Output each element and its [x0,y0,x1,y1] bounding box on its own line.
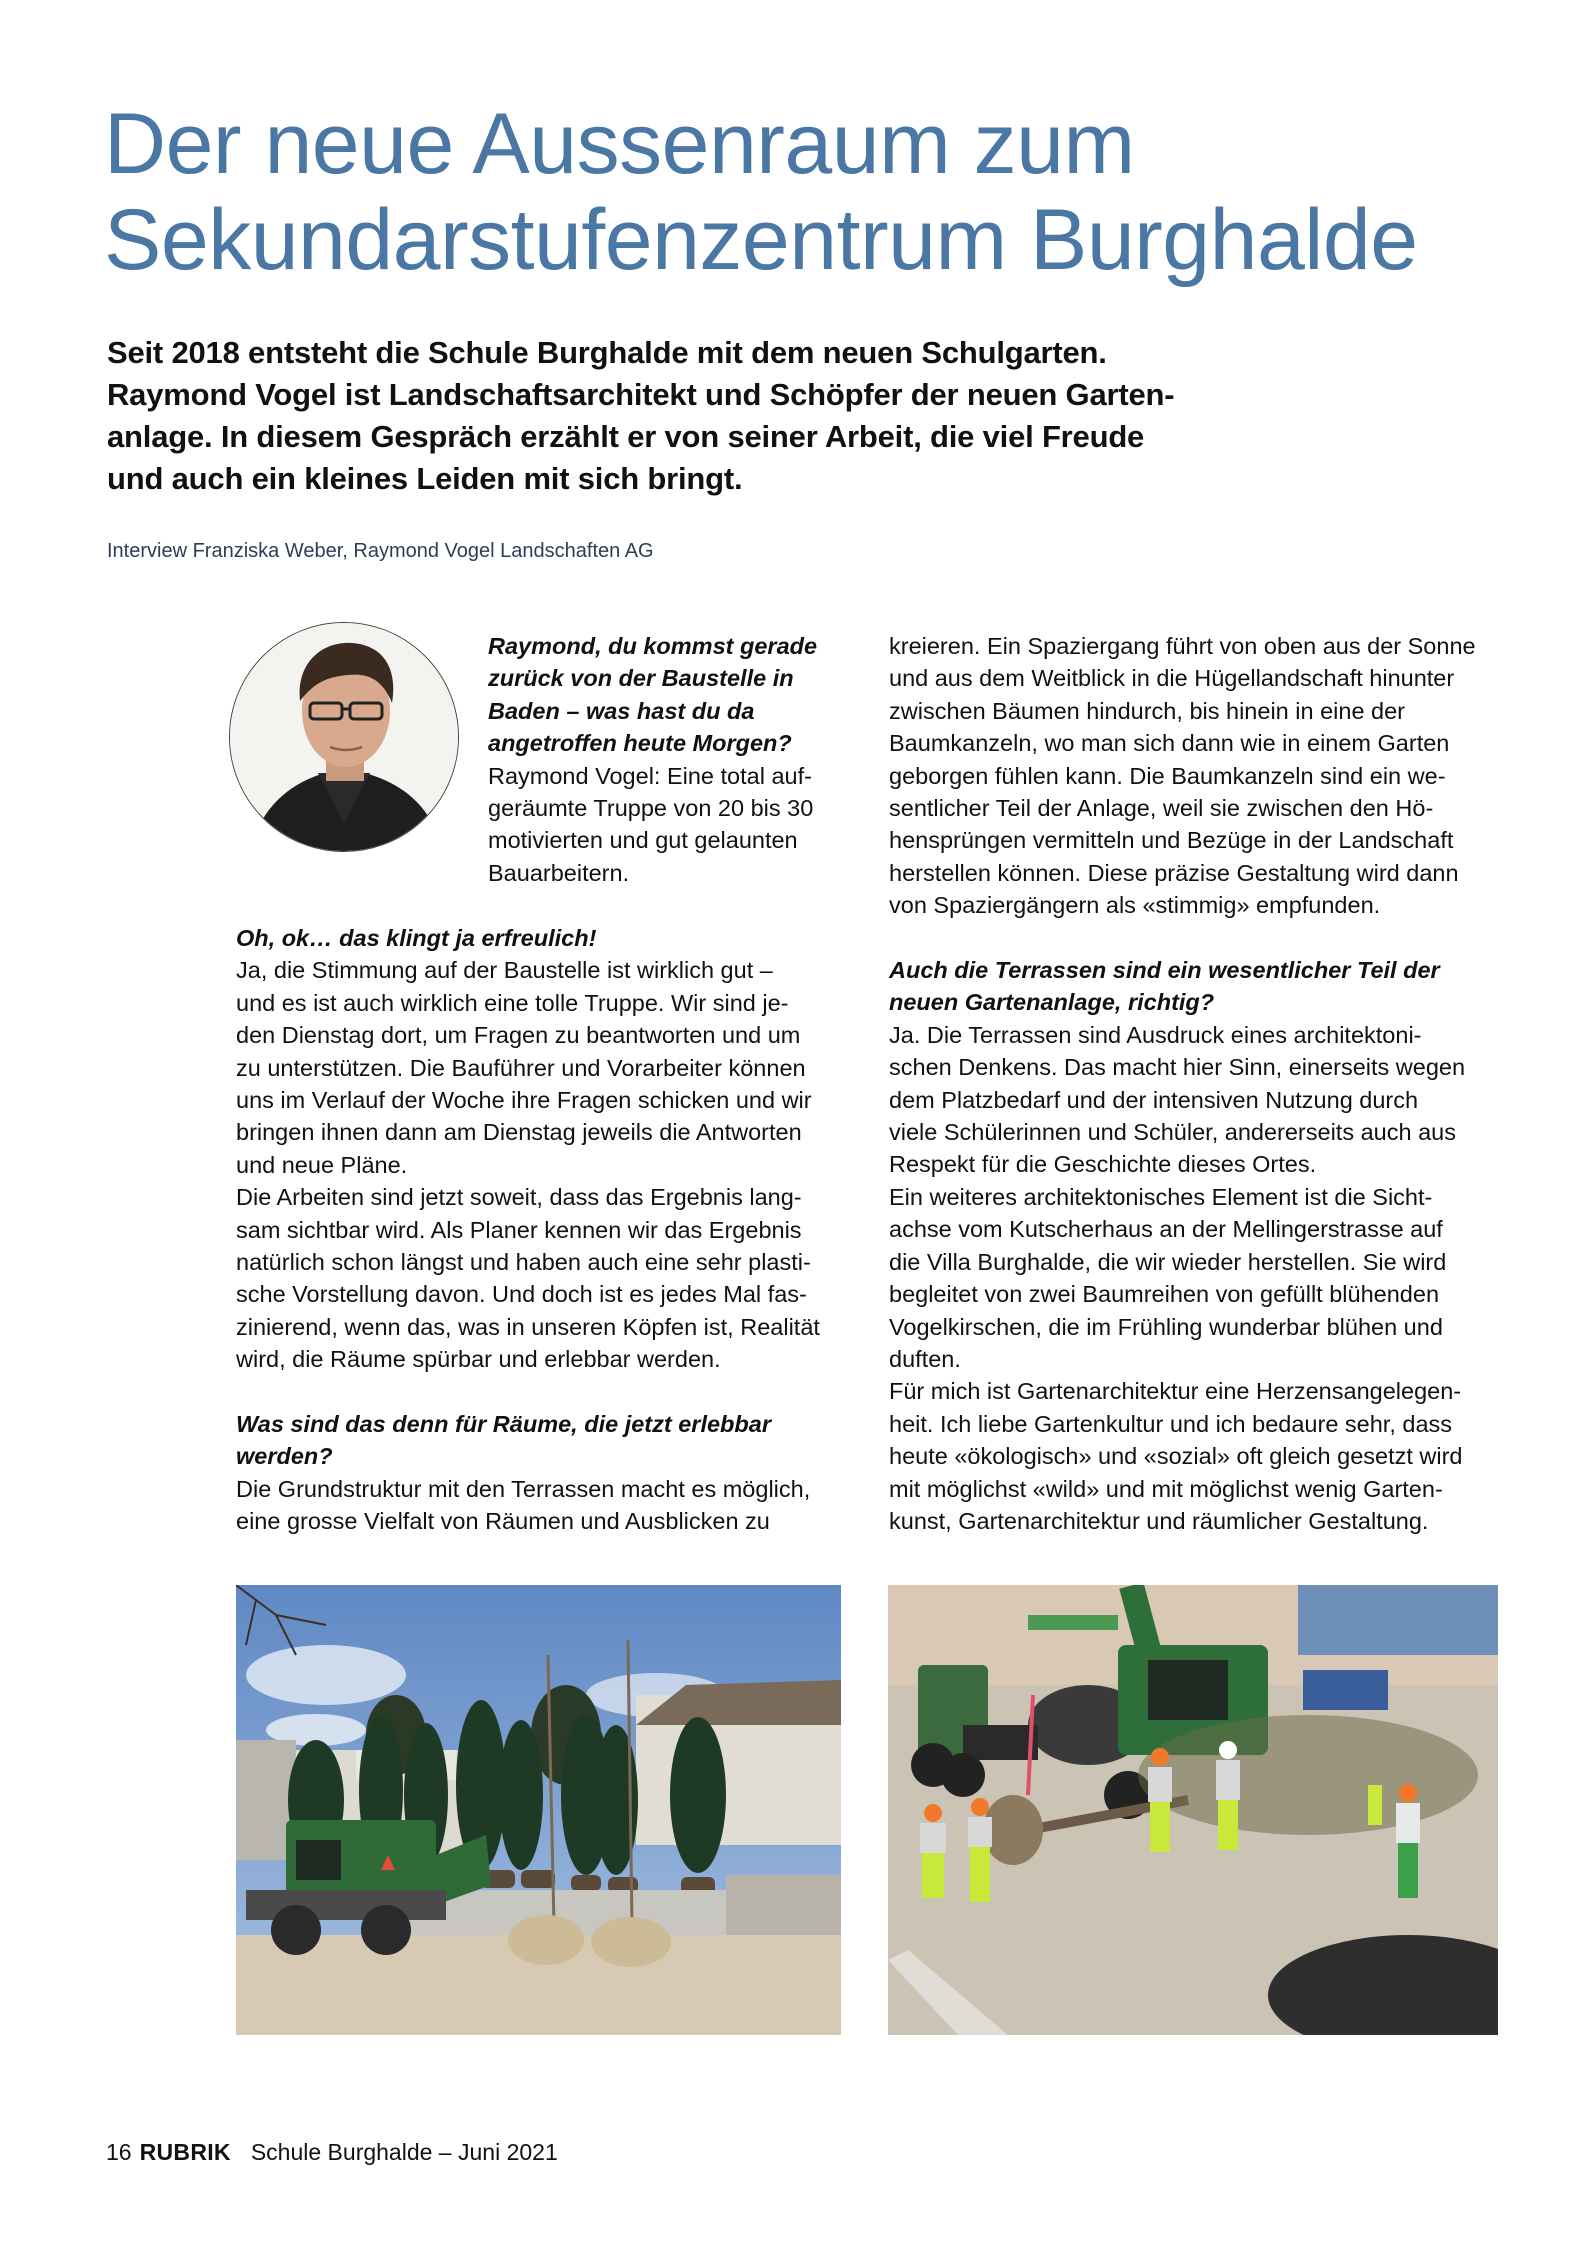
answer-line: heute «ökologisch» und «sozial» oft gleich gesetzt wird [889,1443,1463,1470]
section-label: RUBRIK [139,2139,231,2165]
answer-line: duften. [889,1345,961,1372]
paragraph-gap [889,922,1504,954]
answer-line: mit möglichst «wild» und mit möglichst wenig Garten- [889,1475,1443,1502]
answer-line: geborgen fühlen kann. Die Baumkanzeln sind ein we- [889,762,1446,789]
answer-line: Die Grundstruktur mit den Terrassen macht es möglich, [236,1475,811,1502]
answer-line: achse vom Kutscherhaus an der Mellingerstrasse auf [889,1216,1443,1243]
article-title [104,96,1564,288]
answer-line: uns im Verlauf der Woche ihre Fragen schicken und wir [236,1087,812,1114]
question: Oh, ok… das klingt ja erfreulich! [236,925,597,951]
answer-line: viele Schülerinnen und Schüler, andererseits auch aus [889,1119,1456,1146]
answer-line: zwischen Bäumen hindurch, bis hinein in eine der [889,697,1406,724]
answer-line: kreieren. Ein Spaziergang führt von oben aus der Sonne [889,633,1476,659]
answer-line: Für mich ist Gartenarchitektur eine Herzensangelegen- [889,1378,1462,1405]
answer-line: Baumkanzeln, wo man sich dann wie in einem Garten [889,730,1450,757]
question: neuen Gartenanlage, richtig? [889,989,1215,1016]
answer-line: Bauarbeitern. [488,859,630,886]
column-right [889,630,1504,1537]
answer-line: herstellen können. Diese präzise Gestaltung wird dann [889,859,1459,886]
column-left [236,922,846,1538]
answer-line: sche Vorstellung davon. Und doch ist es jedes Mal fas- [236,1281,807,1308]
answer-line: Respekt für die Geschichte dieses Ortes. [889,1151,1317,1178]
title-line: Der neue Aussenraum zum [104,96,1135,192]
portrait-photo [229,622,459,852]
answer-line: und es ist auch wirklich eine tolle Truppe. Wir sind je- [236,989,789,1016]
answer-line: den Dienstag dort, um Fragen zu beantworten und um [236,1022,801,1049]
answer-line: sam sichtbar wird. Als Planer kennen wir das Ergebnis [236,1216,802,1243]
answer-line: die Villa Burghalde, die wir wieder herstellen. Sie wird [889,1248,1447,1275]
answer-line: wird, die Räume spürbar und erlebbar werden. [236,1346,721,1373]
column-intro [488,630,848,889]
photo-tree-planting [888,1585,1498,2035]
question: werden? [236,1443,333,1470]
answer-line: sentlicher Teil der Anlage, weil sie zwischen den Hö- [889,795,1434,822]
answer-line: natürlich schon längst und haben auch eine sehr plasti- [236,1249,811,1276]
answer-line: Raymond Vogel: Eine total auf- [488,762,812,789]
answer-line: und neue Pläne. [236,1151,408,1178]
publication-info: Schule Burghalde – Juni 2021 [250,2139,558,2165]
answer-line: zinierend, wenn das, was in unseren Köpfen ist, Realität [236,1313,820,1340]
answer-line: geräumte Truppe von 20 bis 30 [488,795,814,822]
answer-line: Die Arbeiten sind jetzt soweit, dass das Ergebnis lang- [236,1184,802,1211]
person-portrait-icon [230,623,458,851]
answer-line: und aus dem Weitblick in die Hügellandschaft hinunter [889,665,1455,692]
title-line: Sekundarstufenzentrum Burghalde [104,192,1418,288]
page-number: 16 [106,2139,132,2165]
lead-line: Raymond Vogel ist Landschaftsarchitekt und Schöpfer der neuen Garten- [107,377,1175,412]
question: angetroffen heute Morgen? [488,730,792,757]
lead-line: anlage. In diesem Gespräch erzählt er von seiner Arbeit, die viel Freude [107,419,1145,454]
answer-line: Vogelkirschen, die im Frühling wunderbar blühen und [889,1313,1443,1340]
construction-photo-icon [236,1585,841,2035]
planting-photo-icon [888,1585,1498,2035]
lead-line: und auch ein kleines Leiden mit sich bringt. [107,461,743,496]
page-footer [106,2137,558,2167]
question: Raymond, du kommst gerade [488,633,818,659]
answer-line: kunst, Gartenarchitektur und räumlicher Gestaltung. [889,1507,1429,1534]
answer-line: Ja, die Stimmung auf der Baustelle ist wirklich gut – [236,957,773,984]
lead-line: Seit 2018 entsteht die Schule Burghalde mit dem neuen Schulgarten. [107,335,1107,370]
lead-paragraph [107,332,1307,500]
answer-line: Ein weiteres architektonisches Element ist die Sicht- [889,1183,1433,1210]
answer-line: eine grosse Vielfalt von Räumen und Ausblicken zu [236,1508,770,1535]
answer-line: bringen ihnen dann am Dienstag jeweils die Antworten [236,1119,802,1146]
answer-line: dem Platzbedarf und der intensiven Nutzung durch [889,1086,1419,1113]
answer-line: von Spaziergängern als «stimmig» empfunden. [889,892,1381,919]
answer-line: hensprüngen vermitteln und Bezüge in der Landschaft [889,827,1454,854]
answer-line: heit. Ich liebe Gartenkultur und ich bedaure sehr, dass [889,1410,1453,1437]
answer-line: zu unterstützen. Die Bauführer und Vorarbeiter können [236,1054,806,1081]
answer-line: schen Denkens. Das macht hier Sinn, einerseits wegen [889,1054,1466,1081]
question: Auch die Terrassen sind ein wesentlicher Teil der [889,957,1440,984]
answer-line: Ja. Die Terrassen sind Ausdruck eines architektoni- [889,1021,1422,1048]
paragraph-gap [236,1376,846,1408]
answer-line: motivierten und gut gelaunten [488,827,798,854]
question: Was sind das denn für Räume, die jetzt erlebbar [236,1411,771,1438]
question: Baden – was hast du da [488,697,755,724]
photo-construction-site [236,1585,841,2035]
question: zurück von der Baustelle in [488,665,794,692]
answer-line: begleitet von zwei Baumreihen von gefüllt blühenden [889,1281,1440,1308]
byline: Interview Franziska Weber, Raymond Vogel Landschaften AG [107,540,654,562]
